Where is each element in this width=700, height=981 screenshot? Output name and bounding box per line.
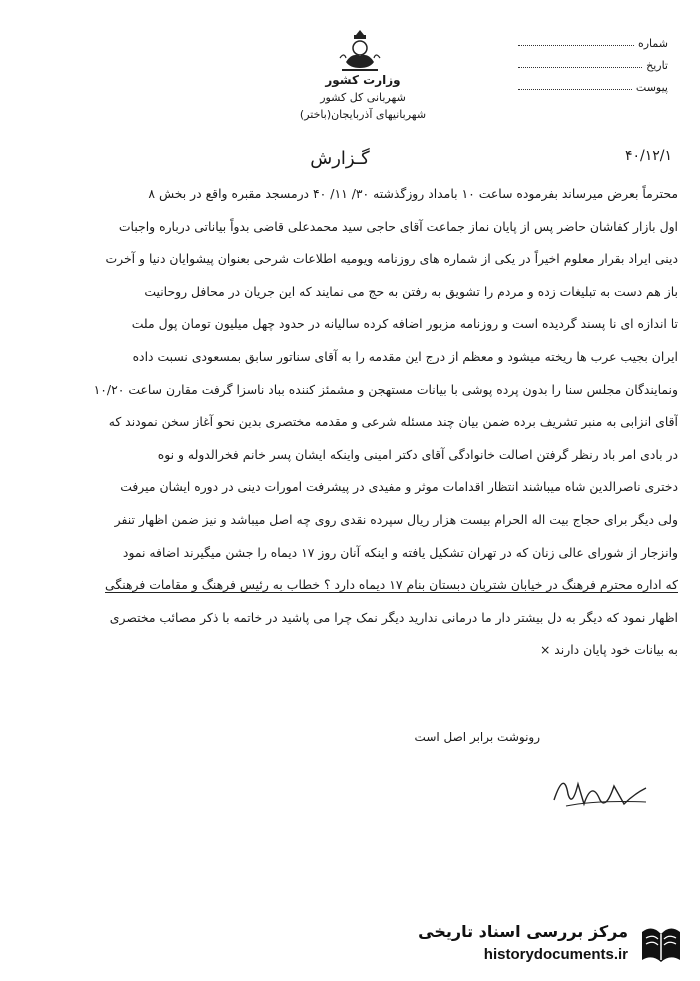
report-date: ۴۰/۱۲/۱ [624,148,672,164]
ministry-name: وزارت کشور [325,73,401,87]
attachment-label: پیوست [635,81,668,94]
body-line-underlined [14,569,678,602]
letterhead [268,72,458,123]
body-line: دختری ناصرالدین شاه میباشند انتظار اقدامات موثر و مفیدی در پیشرفت امورات دینی در دوره ایشان میرفت [120,479,678,495]
handwritten-signature-icon [548,760,658,810]
body-line: ولی دیگر برای حجاج بیت اله الحرام بیست هزار ریال سپرده نقدی روی چه اصل میباشد و نیز ضمن اظهار تنفر [114,511,678,527]
police-hq-name: شهربانی کل کشور [320,91,406,104]
date-label: تاریخ [646,59,668,72]
number-field [518,28,668,50]
copy-certification: رونوشت برابر اصل است [414,730,540,744]
body-line: محترماً بعرض میرساند بفرموده ساعت ۱۰ بامداد روزگذشته ۳۰/ ۱۱/ ۴۰ درمسجد مقبره واقع در بخش ۸ [148,186,678,201]
body-line: تا اندازه ای نا پسند گردیده است و روزنامه مزبور اضافه کرده سالیانه در حدود چهل میلیون تومان پول ملت [131,316,678,332]
number-label: شماره [637,37,668,50]
body-line: به بیانات خود پایان دارند × [539,642,678,658]
lion-and-sun-emblem-icon [338,28,382,74]
body-line: وانزجار از شورای عالی زنان که در تهران تشکیل یافته و اینکه آنان روز ۱۷ دیماه را جشن میگیرند اضافه نمود [122,544,678,560]
body-line: اظهار نمود که دیگر به دل بیشتر دار ما درمانی ندارید دیگر نمک چرا می پاشید در خاتمه با ذکر مصائب مختصری [109,609,678,625]
body-line: دینی ایراد بقرار معلوم اخیراً در یکی از شماره های روزنامه ویومیه اطلاعات شرحی بعنوان پیشوایان دنیا و آخرت [105,251,678,267]
province-police-name: شهربانیهای آذربایجان(باختر) [299,108,427,121]
body-line: باز هم دست به تبلیغات زده و مردم را تشویق به رفتن به حج می نمایند که این جریان در محافل روحانیت [144,283,678,299]
book-logo-icon [638,922,684,968]
meta-fields [518,28,668,94]
underlined-text: که اداره محترم فرهنگ در خیابان شتربان دبستان بنام ۱۷ دیماه دارد ؟ خطاب به رئیس فرهنگ و مقامات فرهنگی [105,577,678,593]
watermark-title: مرکز بررسی اسناد تاریخی [418,922,628,941]
attachment-field [518,72,668,94]
body-line: ایران بجیب عرب ها ریخته میشود و معظم از درج این مقدمه را به آقای سناتور سابق بمسعودی نسبت داده [132,348,678,364]
report-body [14,178,678,667]
body-line: در بادی امر باد رنظر گرفتن اصالت خانوادگی آقای دکتر امینی واینکه ایشان پسر خانم فخرالدوله و نوه [157,446,678,462]
body-line: اول بازار کفاشان حاضر پس از پایان نماز جماعت آقای حاجی سید محمدعلی قاضی بدواً بیاناتی درباره واجبات [118,218,678,234]
watermark-url: historydocuments.ir [483,946,628,963]
body-line: آقای انزابی به منبر تشریف برده ضمن بیان چند مسئله شرعی و مقدمه مختصری بدین نحو آغاز سخن نمودند که [108,414,678,430]
report-title: گـزارش [310,148,370,169]
body-line: ونمایندگان مجلس سنا را بدون پرده پوشی با بیانات مستهجن و مشمئز کننده بباد ناسزا گرفت مقارن ساعت ۱۰/۲۰ [93,381,678,397]
watermark-logo [420,918,688,972]
date-field [518,50,668,72]
